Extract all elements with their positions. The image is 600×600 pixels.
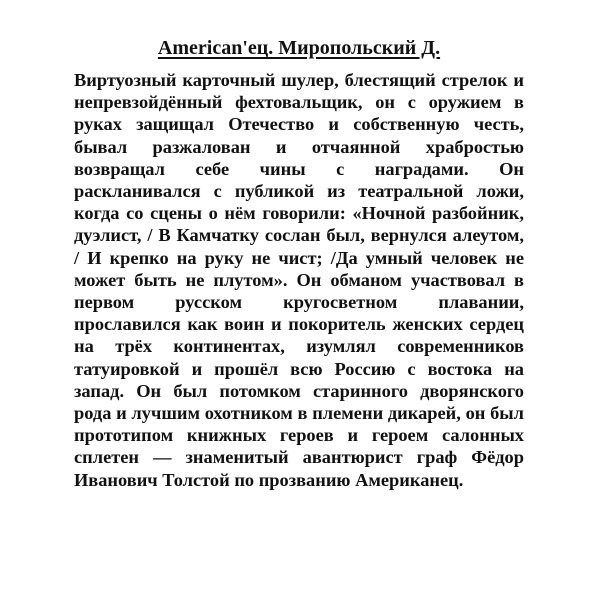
book-description: Виртуозный карточный шулер, блестящий стрелок и непревзойдённый фехтовальщик, он с оружием в руках защищал Отечество и собственную честь, бывал разжалован и отчаянной храбростью возвращал себе чины с наградами. Он раскланивался с публикой из театральной ложи, когда со сцены о нём говорили: «Ночной разбойник, дуэлист, / В Камчатку сослан был, вернулся алеутом, / И крепко на руку не чист; /Да умный человек не может быть не плутом». Он обманом участвовал в первом русском кругосветном плавании, прославился как воин и покоритель женских сердец на трёх континентах, изумлял современников татуировкой и прошёл всю Россию с востока на запад. Он был потомком старинного дворянского рода и лучшим охотником в племени дикарей, он был прототипом книжных героев и героем салонных сплетен — знаменитый авантюрист граф Фёдор Иванович Толстой по прозванию Американец. <box>74 70 524 490</box>
book-title: American'ец. Миропольский Д. <box>157 37 441 59</box>
